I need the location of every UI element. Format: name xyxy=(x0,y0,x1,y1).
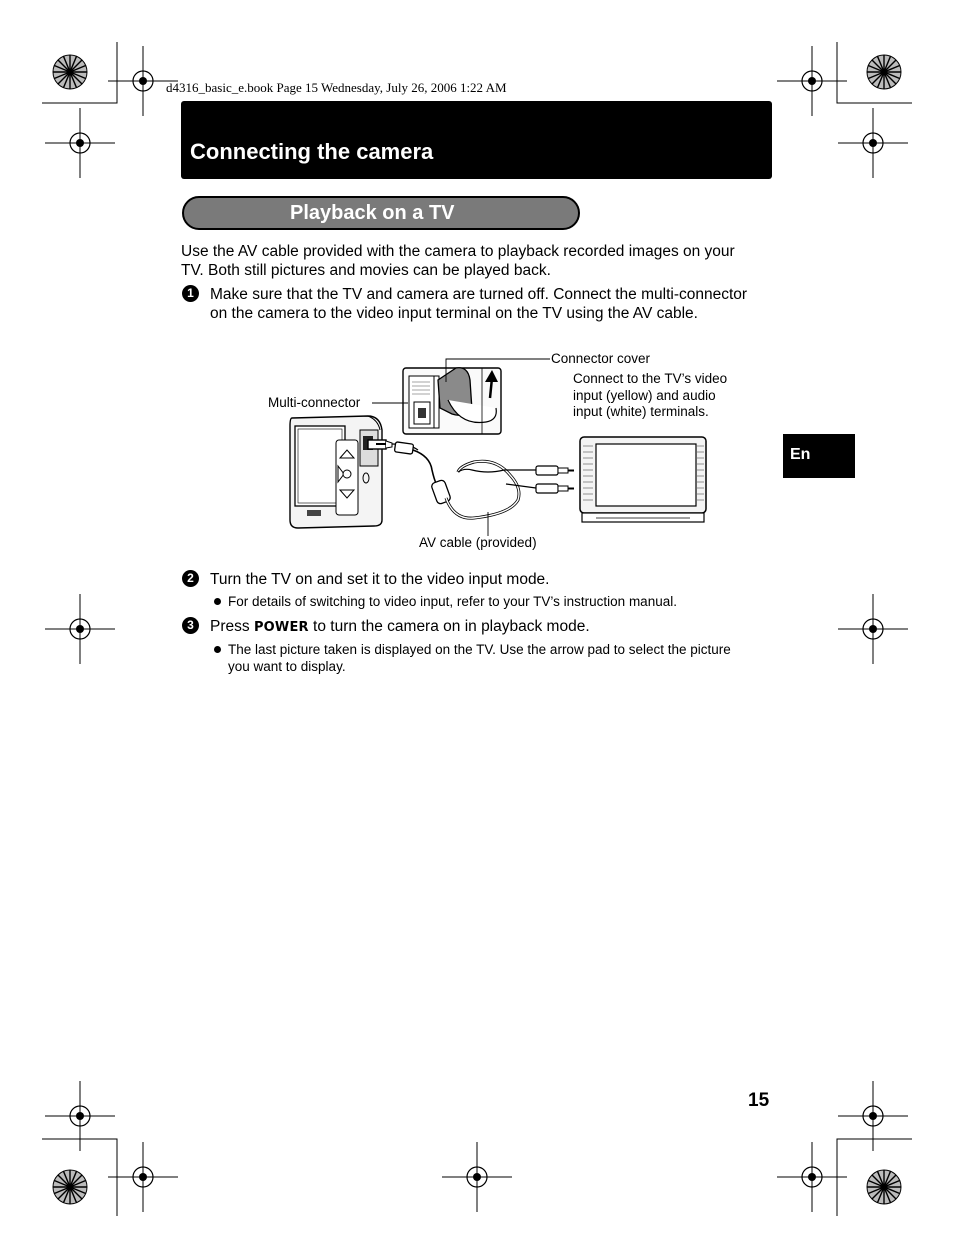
label-tv-inputs-line: input (white) terminals. xyxy=(573,404,709,419)
label-tv-inputs-line: input (yellow) and audio xyxy=(573,387,716,403)
camera-illustration xyxy=(290,416,382,528)
step-3-suffix: to turn the camera on in playback mode. xyxy=(308,618,590,635)
section-title: Connecting the camera xyxy=(190,139,434,164)
step-1-number: 1 xyxy=(182,285,199,302)
step-3-note xyxy=(228,641,731,675)
book-info-line: d4316_basic_e.book Page 15 Wednesday, July 26, 2006 1:22 AM xyxy=(166,80,507,95)
label-connector-cover: Connector cover xyxy=(551,351,651,366)
step-3-text xyxy=(210,617,590,637)
bullet-dot xyxy=(214,646,221,653)
step-1-line: on the camera to the video input terminal on the TV using the AV cable. xyxy=(210,305,698,322)
rca-plug-video xyxy=(536,466,574,475)
label-av-cable: AV cable (provided) xyxy=(419,535,537,550)
language-tab xyxy=(783,434,855,478)
step-2-note: For details of switching to video input, refer to your TV’s instruction manual. xyxy=(228,594,677,609)
step-1-line: Make sure that the TV and camera are turned off. Connect the multi-connector xyxy=(210,286,748,303)
step-3-number: 3 xyxy=(182,617,199,634)
intro-paragraph xyxy=(181,242,735,280)
intro-line: Use the AV cable provided with the camera to playback recorded images on your xyxy=(181,243,735,260)
intro-line: TV. Both still pictures and movies can be played back. xyxy=(181,262,551,279)
step-2-number: 2 xyxy=(182,570,199,587)
section-title-bar xyxy=(181,101,772,179)
subsection-title-pill xyxy=(182,196,580,230)
tv-illustration xyxy=(580,437,706,522)
language-tab-label: En xyxy=(790,446,811,463)
bullet-dot xyxy=(214,598,221,605)
label-multi-connector: Multi-connector xyxy=(268,395,361,410)
step-3-prefix: Press xyxy=(210,618,254,635)
rca-plug-audio xyxy=(536,484,574,493)
label-tv-inputs xyxy=(573,371,727,421)
step-3-note-line: The last picture taken is displayed on the TV. Use the arrow pad to select the picture xyxy=(228,642,731,657)
step-2-text: Turn the TV on and set it to the video input mode. xyxy=(210,571,550,588)
page-number: 15 xyxy=(748,1090,770,1111)
subsection-title: Playback on a TV xyxy=(290,202,455,224)
label-tv-inputs-line: Connect to the TV’s video xyxy=(573,371,728,386)
step-1-text xyxy=(210,285,747,323)
step-3-note-line: you want to display. xyxy=(228,659,346,674)
connector-cover-inset xyxy=(403,368,501,434)
power-button-label: POWER xyxy=(253,620,309,635)
